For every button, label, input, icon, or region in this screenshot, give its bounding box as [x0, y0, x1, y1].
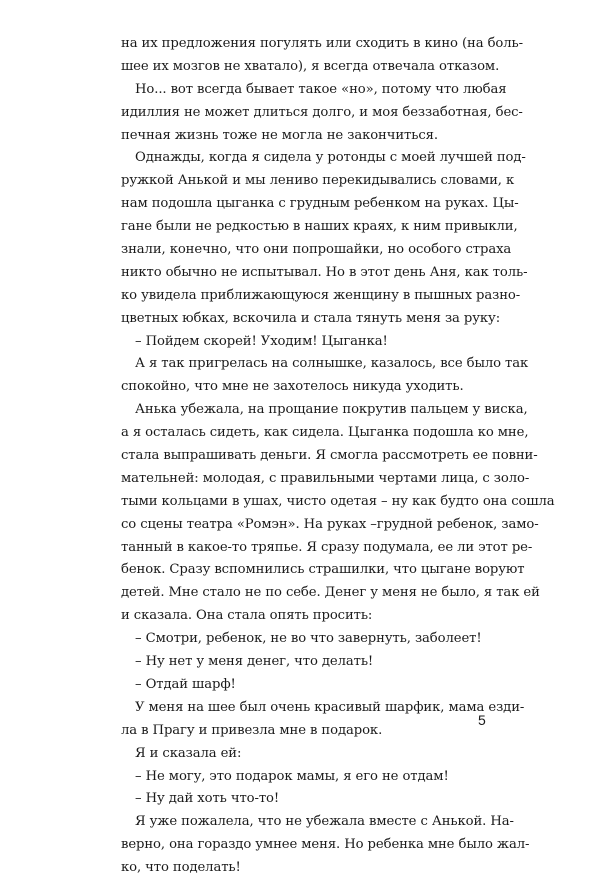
text-line: стала выпрашивать деньги. Я смогла рассмотреть ее повни- — [121, 448, 538, 464]
text-line: тыми кольцами в ушах, чисто одетая – ну как будто она сошла — [121, 493, 555, 509]
text-line: печная жизнь тоже не могла не закончиться. — [121, 127, 438, 143]
text-line: верно, она гораздо умнее меня. Но ребенка мне было жал- — [121, 837, 530, 853]
body-text — [121, 33, 555, 880]
text-line: Я и сказала ей: — [135, 745, 242, 761]
text-line: идиллия не может длиться долго, и моя беззаботная, бес- — [121, 104, 523, 120]
text-line: – Пойдем скорей! Уходим! Цыганка! — [135, 333, 388, 349]
text-line: – Отдай шарф! — [135, 676, 236, 692]
text-line: Я уже пожалела, что не убежала вместе с Анькой. На- — [135, 814, 514, 830]
text-line: гане были не редкостью в наших краях, к ним привыкли, — [121, 219, 518, 235]
text-line: танный в какое-то тряпье. Я сразу подумала, ее ли этот ре- — [121, 539, 533, 555]
text-line: ла в Прагу и привезла мне в подарок. — [121, 722, 383, 738]
text-line: на их предложения погулять или сходить в кино (на боль- — [121, 36, 523, 51]
text-line: У меня на шее был очень красивый шарфик, мама езди- — [135, 699, 525, 715]
text-line: – Ну дай хоть что-то! — [135, 791, 280, 807]
text-line: и сказала. Она стала опять просить: — [121, 608, 373, 624]
text-line: А я так пригрелась на солнышке, казалось, все было так — [135, 356, 529, 372]
text-line: нам подошла цыганка с грудным ребенком на руках. Цы- — [121, 196, 519, 212]
text-line: спокойно, что мне не захотелось никуда уходить. — [121, 379, 464, 395]
text-line: мательней: молодая, с правильными чертами лица, с золо- — [121, 470, 530, 486]
text-line: детей. Мне стало не по себе. Денег у меня не было, я так ей — [121, 585, 540, 601]
text-line: знали, конечно, что они попрошайки, но особого страха — [121, 242, 512, 258]
text-line: – Ну нет у меня денег, что делать! — [135, 654, 374, 670]
text-line: – Не могу, это подарок мамы, я его не отдам! — [135, 768, 449, 784]
text-line: ружкой Анькой и мы лениво перекидывались словами, к — [121, 173, 515, 189]
text-line: Анька убежала, на прощание покрутив пальцем у виска, — [135, 402, 528, 418]
text-line: Но... вот всегда бывает такое «но», потому что любая — [135, 81, 507, 97]
text-line: со сцены театра «Ромэн». На руках –грудной ребенок, замо- — [121, 516, 539, 532]
text-line: бенок. Сразу вспомнились страшилки, что цыгане воруют — [121, 562, 525, 578]
text-line: ко, что поделать! — [121, 860, 241, 876]
text-line: Однажды, когда я сидела у ротонды с моей лучшей под- — [135, 150, 526, 166]
text-line: никто обычно не испытывал. Но в этот день Аня, как толь- — [121, 264, 528, 280]
text-line: а я осталась сидеть, как сидела. Цыганка подошла ко мне, — [121, 425, 529, 441]
page-number: 5 — [478, 712, 486, 728]
text-line: ко увидела приближающуюся женщину в пышных разно- — [121, 287, 521, 303]
text-line: шее их мозгов не хватало), я всегда отвечала отказом. — [121, 58, 500, 74]
text-line: цветных юбках, вскочила и стала тянуть меня за руку: — [121, 310, 501, 326]
text-line: – Смотри, ребенок, не во что завернуть, заболеет! — [135, 631, 482, 647]
